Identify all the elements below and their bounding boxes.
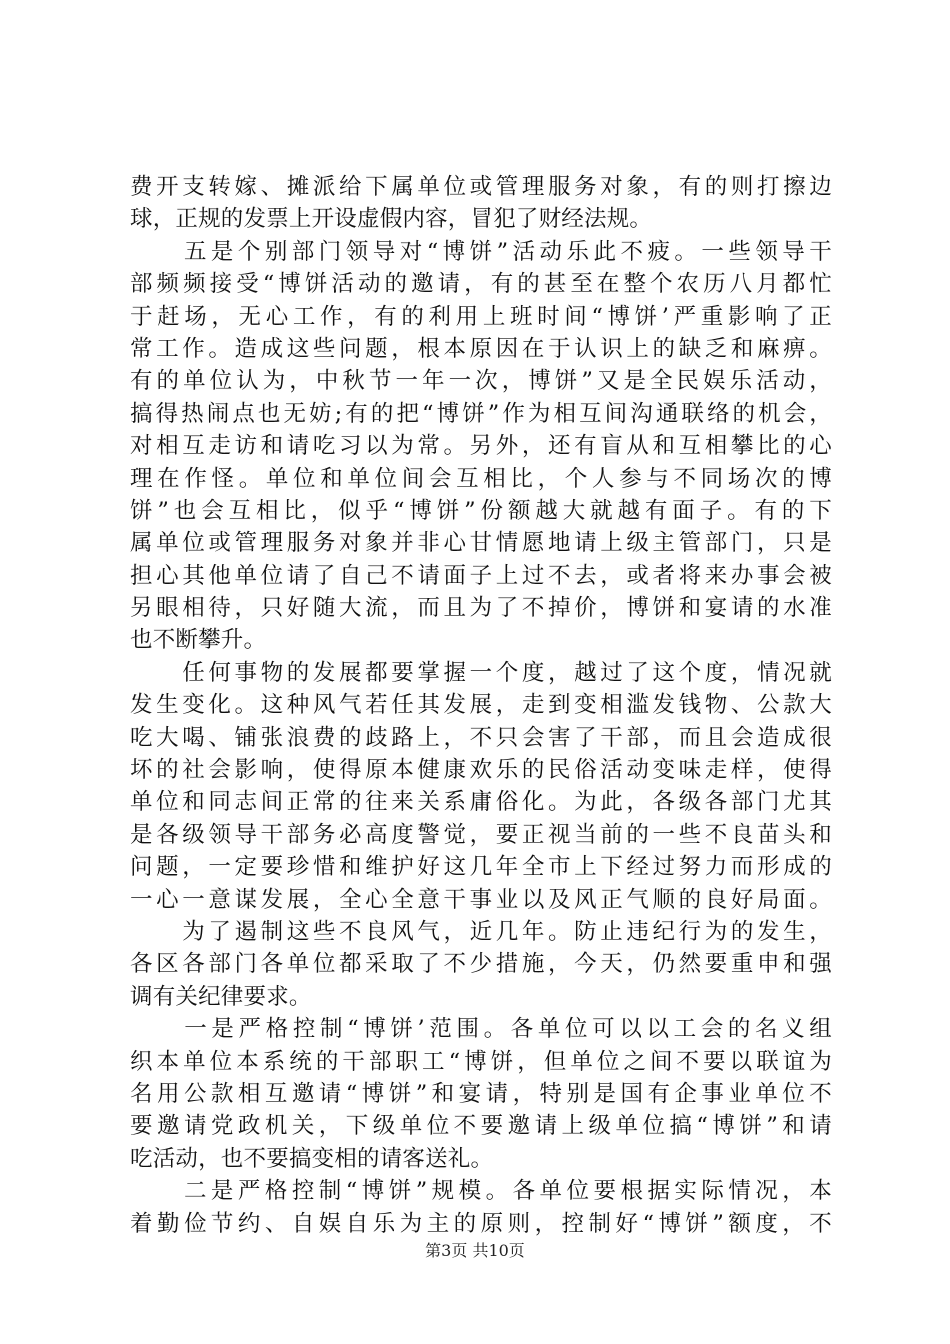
text-line: 饼”也会互相比，似乎“博饼”份额越大就越有面子。有的下 bbox=[130, 497, 837, 524]
text-line: 一心一意谋发展，全心全意干事业以及风正气顺的良好局面。 bbox=[130, 886, 836, 913]
text-line: 对相互走访和请吃习以为常。另外，还有盲从和互相攀比的心 bbox=[130, 433, 836, 460]
text-line: 搞得热闹点也无妨;有的把“博饼”作为相互间沟通联络的机会， bbox=[130, 400, 835, 427]
text-line: 名用公款相互邀请“博饼”和宴请，特别是国有企事业单位不 bbox=[130, 1080, 837, 1107]
text-line: 费开支转嫁、摊派给下属单位或管理服务对象，有的则打擦边 bbox=[130, 174, 836, 200]
text-line: 任何事物的发展都要掌握一个度，越过了这个度，情况就 bbox=[130, 659, 836, 686]
text-line: 吃大喝、铺张浪费的歧路上，不只会害了干部，而且会造成很 bbox=[130, 724, 836, 751]
text-line: 单位和同志间正常的往来关系庸俗化。为此，各级各部门尤其 bbox=[130, 789, 836, 816]
text-line: 五是个别部门领导对“博饼”活动乐此不疲。一些领导干 bbox=[130, 238, 837, 265]
text-line: 另眼相待，只好随大流，而且为了不掉价，博饼和宴请的水准 bbox=[130, 595, 836, 622]
text-line: 坏的社会影响，使得原本健康欢乐的民俗活动变味走样，使得 bbox=[130, 757, 836, 784]
text-line: 为了遏制这些不良风气，近几年。防止违纪行为的发生， bbox=[130, 918, 836, 945]
text-line: 一是严格控制“博饼’范围。各单位可以以工会的名义组 bbox=[130, 1016, 837, 1043]
text-line: 球，正规的发票上开设虚假内容，冒犯了财经法规。 bbox=[130, 206, 653, 233]
text-line: 理在作怪。单位和单位间会互相比，个人参与不同场次的博 bbox=[130, 465, 837, 492]
text-line: 常工作。造成这些问题，根本原因在于认识上的缺乏和麻痹。 bbox=[130, 335, 836, 362]
text-line: 发生变化。这种风气若任其发展，走到变相滥发钱物、公款大 bbox=[130, 692, 836, 719]
text-line: 要邀请党政机关，下级单位不要邀请上级单位搞“博饼”和请 bbox=[130, 1113, 837, 1140]
text-line: 吃活动，也不要搞变相的请客送礼。 bbox=[130, 1145, 494, 1172]
text-line: 调有关纪律要求。 bbox=[130, 983, 312, 1010]
text-line: 属单位或管理服务对象并非心甘情愿地请上级主管部门，只是 bbox=[130, 530, 836, 557]
text-line: 于赶场，无心工作，有的利用上班时间“博饼’严重影响了正 bbox=[130, 303, 837, 330]
text-line: 二是严格控制“博饼”规模。各单位要根据实际情况，本 bbox=[130, 1178, 837, 1205]
text-line: 问题，一定要珍惜和维护好这几年全市上下经过努力而形成的 bbox=[130, 854, 836, 881]
text-line: 有的单位认为，中秋节一年一次，博饼”又是全民娱乐活动， bbox=[130, 368, 836, 395]
text-line: 部频频接受“博饼活动的邀请，有的甚至在整个农历八月都忙 bbox=[130, 271, 836, 298]
text-line: 是各级领导干部务必高度警觉，要正视当前的一些不良苗头和 bbox=[130, 821, 836, 848]
page-footer: 第3页 共10页 bbox=[425, 1241, 525, 1260]
text-line: 担心其他单位请了自己不请面子上过不去，或者将来办事会被 bbox=[130, 562, 836, 589]
text-line: 也不断攀升。 bbox=[130, 627, 267, 654]
document-body bbox=[130, 171, 837, 1240]
text-line: 各区各部门各单位都采取了不少措施，今天，仍然要重申和强 bbox=[130, 951, 836, 978]
text-line: 着勤俭节约、自娱自乐为主的原则，控制好“博饼”额度，不 bbox=[130, 1210, 837, 1237]
text-line: 织本单位本系统的干部职工“博饼，但单位之间不要以联谊为 bbox=[130, 1048, 836, 1075]
